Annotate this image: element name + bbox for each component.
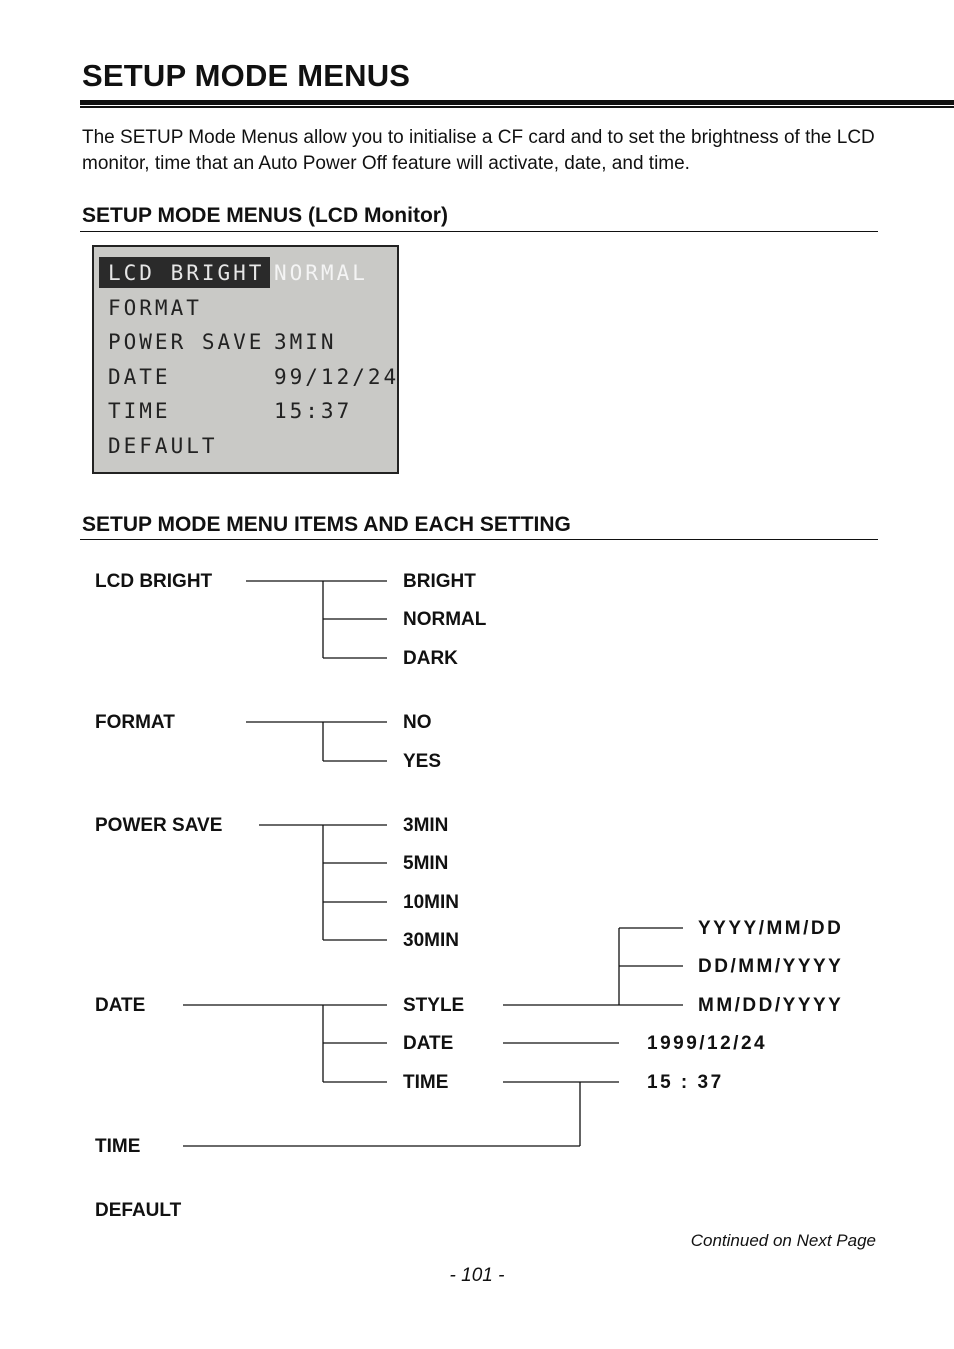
lcd-row-value: 3MIN	[274, 330, 337, 354]
tree-option: TIME	[403, 1072, 449, 1093]
tree-option: 3MIN	[403, 815, 449, 836]
tree-style-option: YYYY/MM/DD	[698, 918, 844, 939]
lcd-row-label: TIME	[108, 399, 171, 423]
tree-option: NORMAL	[403, 609, 487, 630]
tree-item-format: FORMAT	[95, 712, 175, 733]
intro-paragraph: The SETUP Mode Menus allow you to initialise a CF card and to set the brightness of the LCD monitor, time that an Auto Power Off feature will activate, date, and time.	[82, 127, 875, 174]
section-heading-menu-items: SETUP MODE MENU ITEMS AND EACH SETTING	[82, 513, 571, 536]
tree-option: BRIGHT	[403, 571, 476, 592]
tree-option: 10MIN	[403, 892, 459, 913]
tree-style-option: MM/DD/YYYY	[698, 995, 844, 1016]
tree-option: 30MIN	[403, 930, 459, 951]
tree-option: DARK	[403, 648, 458, 669]
tree-option: NO	[403, 712, 432, 733]
lcd-row-label: FORMAT	[108, 296, 202, 320]
tree-option: YES	[403, 751, 442, 772]
page-number: - 101 -	[449, 1265, 505, 1286]
tree-item-time: TIME	[95, 1136, 141, 1157]
tree-option: 5MIN	[403, 853, 449, 874]
lcd-row-label: DATE	[108, 365, 171, 389]
lcd-row-label: POWER SAVE	[108, 330, 265, 354]
tree-time-value: 15 : 37	[647, 1072, 724, 1093]
tree-item-date: DATE	[95, 995, 146, 1016]
page-title: SETUP MODE MENUS	[82, 58, 411, 93]
tree-date-value: 1999/12/24	[647, 1033, 768, 1054]
lcd-row-value: 99/12/24	[274, 365, 400, 389]
lcd-row-label: LCD BRIGHT	[108, 261, 265, 285]
continued-note: Continued on Next Page	[690, 1231, 876, 1250]
tree-item-power-save: POWER SAVE	[95, 815, 223, 836]
tree-item-default: DEFAULT	[95, 1200, 182, 1221]
tree-style-option: DD/MM/YYYY	[698, 956, 844, 977]
tree-option: STYLE	[403, 995, 465, 1016]
lcd-row-value: NORMAL	[274, 261, 368, 285]
tree-option: DATE	[403, 1033, 454, 1054]
lcd-row-label: DEFAULT	[108, 434, 218, 458]
section-heading-lcd-monitor: SETUP MODE MENUS (LCD Monitor)	[82, 204, 448, 227]
lcd-row-value: 15:37	[274, 399, 353, 423]
tree-item-lcd-bright: LCD BRIGHT	[95, 571, 213, 592]
